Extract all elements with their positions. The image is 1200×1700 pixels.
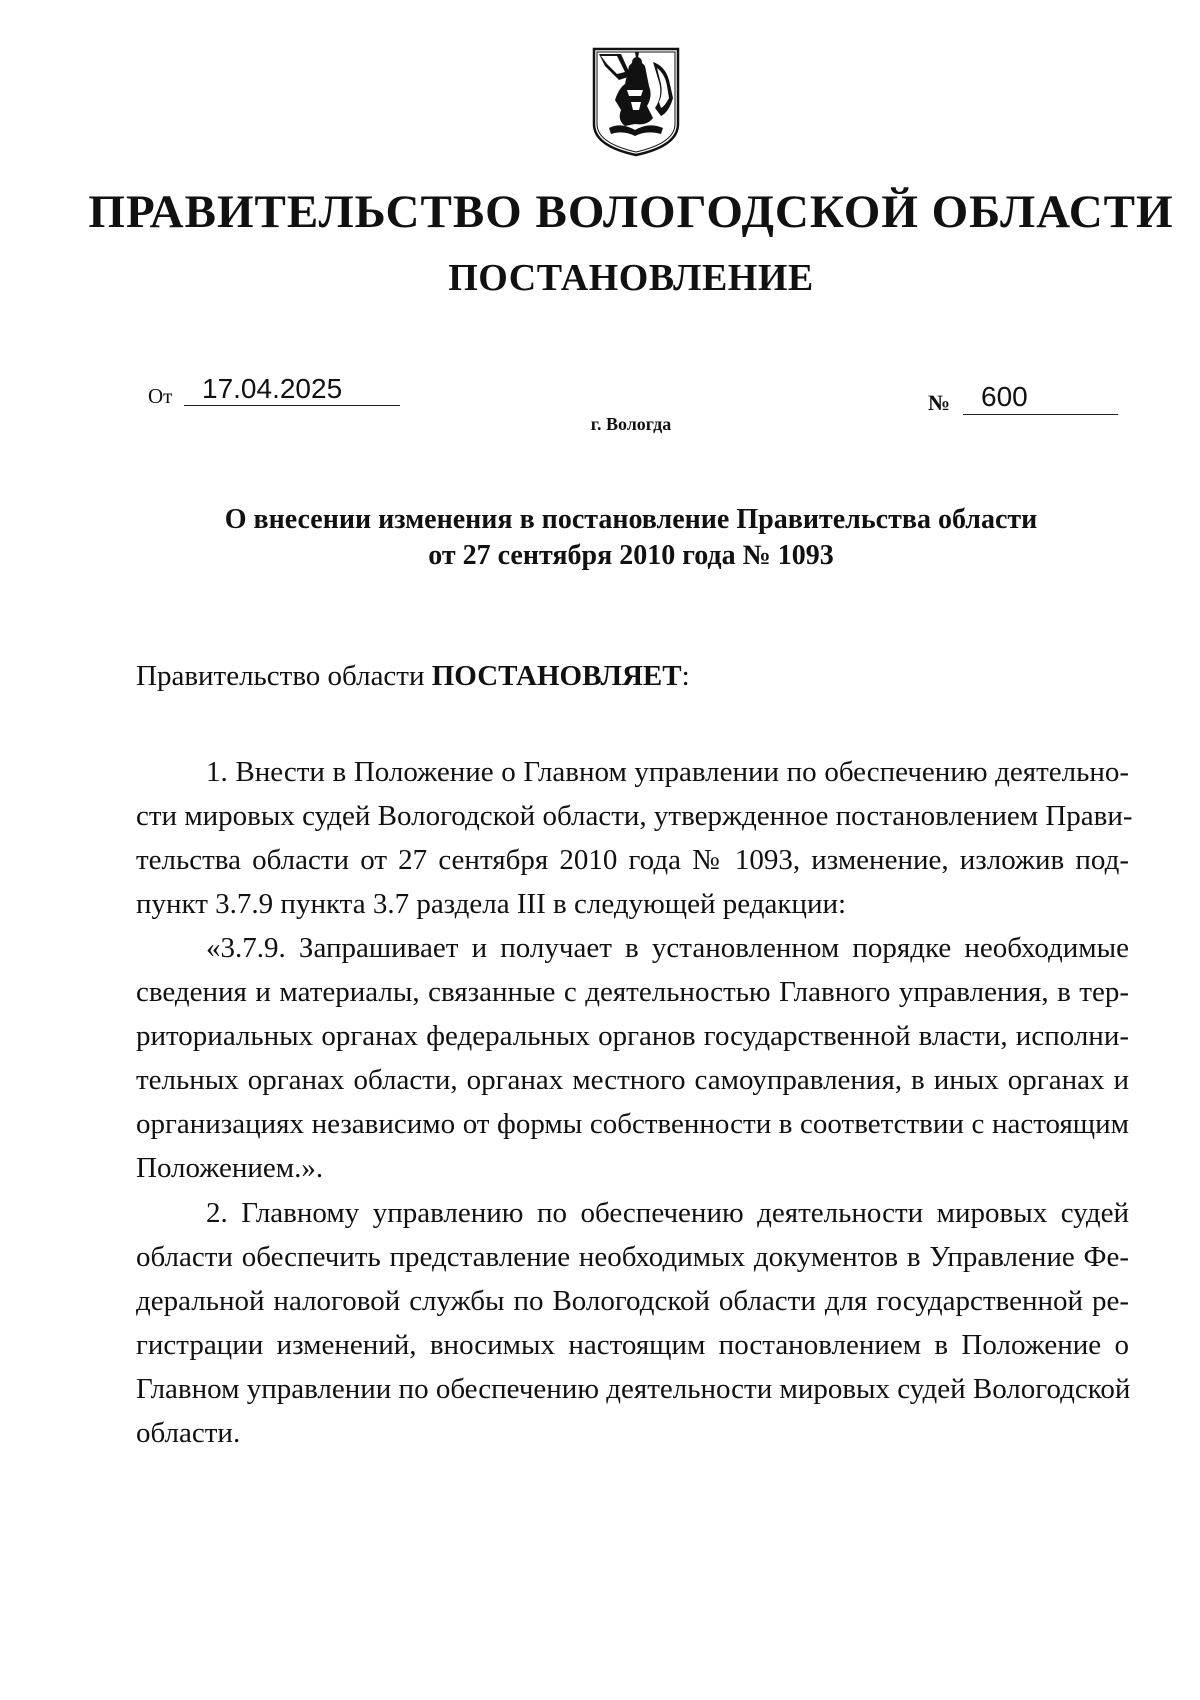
document-date: 17.04.2025 — [184, 373, 400, 406]
number-prefix: № — [928, 390, 951, 415]
government-title: ПРАВИТЕЛЬСТВО ВОЛОГОДСКОЙ ОБЛАСТИ — [88, 186, 1174, 238]
resolves-prefix: Правительство области — [136, 660, 432, 692]
resolves-statement — [136, 660, 690, 693]
body-line: 1. Внести в Положение о Главном управлении по обеспечению деятельно- — [206, 756, 1129, 788]
document-type: ПОСТАНОВЛЕНИЕ — [448, 257, 814, 299]
body-line: 2. Главному управлению по обеспечению деятельности мировых судей — [206, 1197, 1129, 1229]
subject-line: от 27 сентября 2010 года № 1093 — [428, 540, 834, 571]
body-line: организациях независимо от формы собственности в соответствии с настоящим — [136, 1108, 1129, 1140]
body-line: области. — [136, 1417, 241, 1449]
body-line: сти мировых судей Вологодской области, утвержденное постановлением Прави- — [136, 800, 1133, 832]
city: г. Вологда — [590, 414, 672, 434]
document-number: 600 — [963, 380, 1118, 415]
body-line: тельства области от 27 сентября 2010 года № 1093, изменение, изложив под- — [136, 844, 1129, 876]
document-subject — [0, 502, 1200, 574]
subject-line: О внесении изменения в постановление Правительства области — [224, 504, 1038, 535]
body-line: «3.7.9. Запрашивает и получает в установленном порядке необходимые — [206, 932, 1129, 964]
body-line: Главном управлении по обеспечению деятельности мировых судей Вологодской — [136, 1373, 1131, 1405]
vologda-coat-of-arms-icon — [591, 46, 681, 158]
resolves-keyword: ПОСТАНОВЛЯЕТ — [431, 660, 682, 692]
body-line: Положением.». — [136, 1152, 324, 1184]
body-line: пункт 3.7.9 пункта 3.7 раздела III в следующей редакции: — [136, 888, 847, 920]
body-line: тельных органах области, органах местного самоуправления, в иных органах и — [136, 1064, 1129, 1096]
date-prefix: От — [148, 384, 173, 408]
body-line: риториальных органах федеральных органов государственной власти, исполни- — [136, 1020, 1129, 1052]
body-line: гистрации изменений, вносимых настоящим постановлением в Положение о — [136, 1329, 1129, 1361]
body-line: области обеспечить представление необходимых документов в Управление Фе- — [136, 1241, 1129, 1273]
body-line: сведения и материалы, связанные с деятельностью Главного управления, в тер- — [136, 976, 1129, 1008]
body-line: деральной налоговой службы по Вологодской области для государственной ре- — [136, 1285, 1129, 1317]
resolves-suffix: : — [681, 660, 690, 692]
